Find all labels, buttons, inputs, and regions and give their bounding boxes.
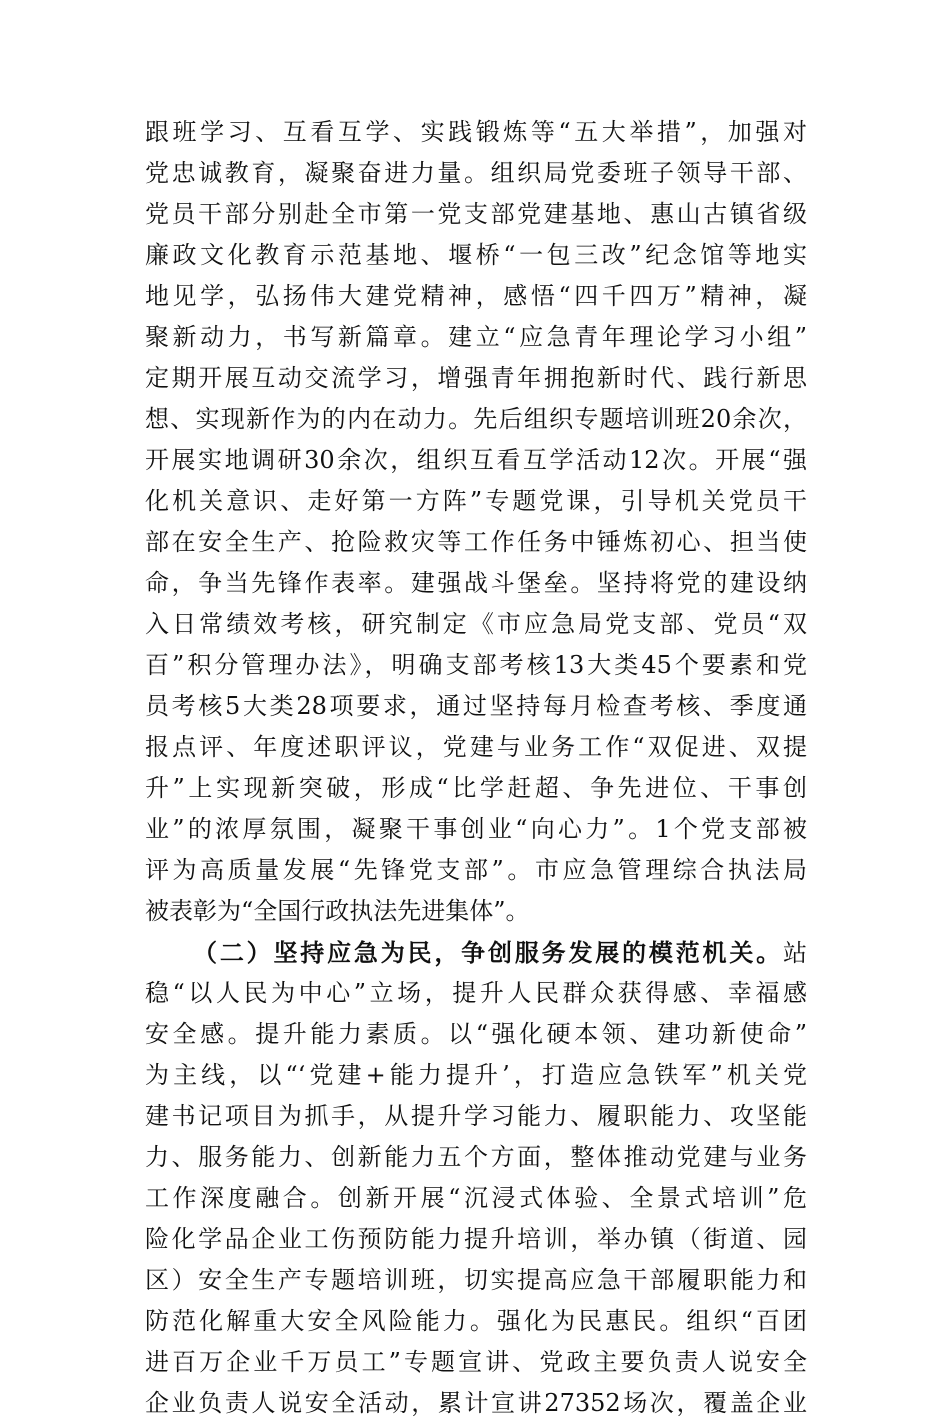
- text-line: 党员干部分别赴全市第一党支部党建基地、惠山古镇省级: [145, 200, 807, 228]
- text-line: 力、服务能力、创新能力五个方面，整体推动党建与业务: [145, 1143, 807, 1171]
- section-heading-line: [145, 932, 807, 973]
- text-line: 党忠诚教育，凝聚奋进力量。组织局党委班子领导干部、: [145, 159, 807, 187]
- text-line: 聚新动力，书写新篇章。建立“应急青年理论学习小组”: [145, 323, 807, 351]
- text-line: 建书记项目为抓手，从提升学习能力、履职能力、攻坚能: [145, 1102, 807, 1130]
- section-heading-tail: 站: [783, 939, 807, 967]
- text-line: 开展实地调研30余次，组织互看互学活动12次。开展“强: [145, 446, 807, 474]
- text-line: 定期开展互动交流学习，增强青年拥抱新时代、践行新思: [145, 364, 807, 392]
- text-line: 廉政文化教育示范基地、堰桥“一包三改”纪念馆等地实: [145, 241, 807, 269]
- text-line: 企业负责人说安全活动，累计宣讲27352场次，覆盖企业: [145, 1389, 807, 1417]
- text-line: 险化学品企业工伤预防能力提升培训，举办镇（街道、园: [145, 1225, 807, 1253]
- body-text: [145, 112, 807, 1424]
- text-line: 工作深度融合。创新开展“沉浸式体验、全景式培训”危: [145, 1184, 807, 1212]
- text-line: 业”的浓厚氛围，凝聚干事创业“向心力”。1个党支部被: [145, 815, 807, 843]
- section-heading: （二）坚持应急为民，争创服务发展的模范机关。: [193, 938, 783, 967]
- text-line: 员考核5大类28项要求，通过坚持每月检查考核、季度通: [145, 692, 807, 720]
- text-line: 防范化解重大安全风险能力。强化为民惠民。组织“百团: [145, 1307, 807, 1335]
- text-line: 部在安全生产、抢险救灾等工作任务中锤炼初心、担当使: [145, 528, 807, 556]
- text-line: 命，争当先锋作表率。建强战斗堡垒。坚持将党的建设纳: [145, 569, 807, 597]
- text-line: 安全感。提升能力素质。以“强化硬本领、建功新使命”: [145, 1020, 807, 1048]
- text-line: 化机关意识、走好第一方阵”专题党课，引导机关党员干: [145, 487, 807, 515]
- text-line: 区）安全生产专题培训班，切实提高应急干部履职能力和: [145, 1266, 807, 1294]
- text-line: 进百万企业千万员工”专题宣讲、党政主要负责人说安全: [145, 1348, 807, 1376]
- text-line: 稳“以人民为中心”立场，提升人民群众获得感、幸福感: [145, 979, 807, 1007]
- text-line: 为主线，以“‘党建+能力提升’，打造应急铁军”机关党: [145, 1061, 807, 1089]
- text-line: 地见学，弘扬伟大建党精神，感悟“四千四万”精神，凝: [145, 282, 807, 310]
- text-line: 报点评、年度述职评议，党建与业务工作“双促进、双提: [145, 733, 807, 761]
- text-line: 升”上实现新突破，形成“比学赶超、争先进位、干事创: [145, 774, 807, 802]
- text-line: 跟班学习、互看互学、实践锻炼等“五大举措”，加强对: [145, 118, 807, 146]
- text-line: 被表彰为“全国行政执法先进集体”。: [145, 897, 530, 925]
- text-line: 入日常绩效考核，研究制定《市应急局党支部、党员“双: [145, 610, 807, 638]
- text-line: 想、实现新作为的内在动力。先后组织专题培训班20余次，: [145, 405, 807, 433]
- text-line: 百”积分管理办法》，明确支部考核13大类45个要素和党: [145, 651, 807, 679]
- text-line: 评为高质量发展“先锋党支部”。市应急管理综合执法局: [145, 856, 807, 884]
